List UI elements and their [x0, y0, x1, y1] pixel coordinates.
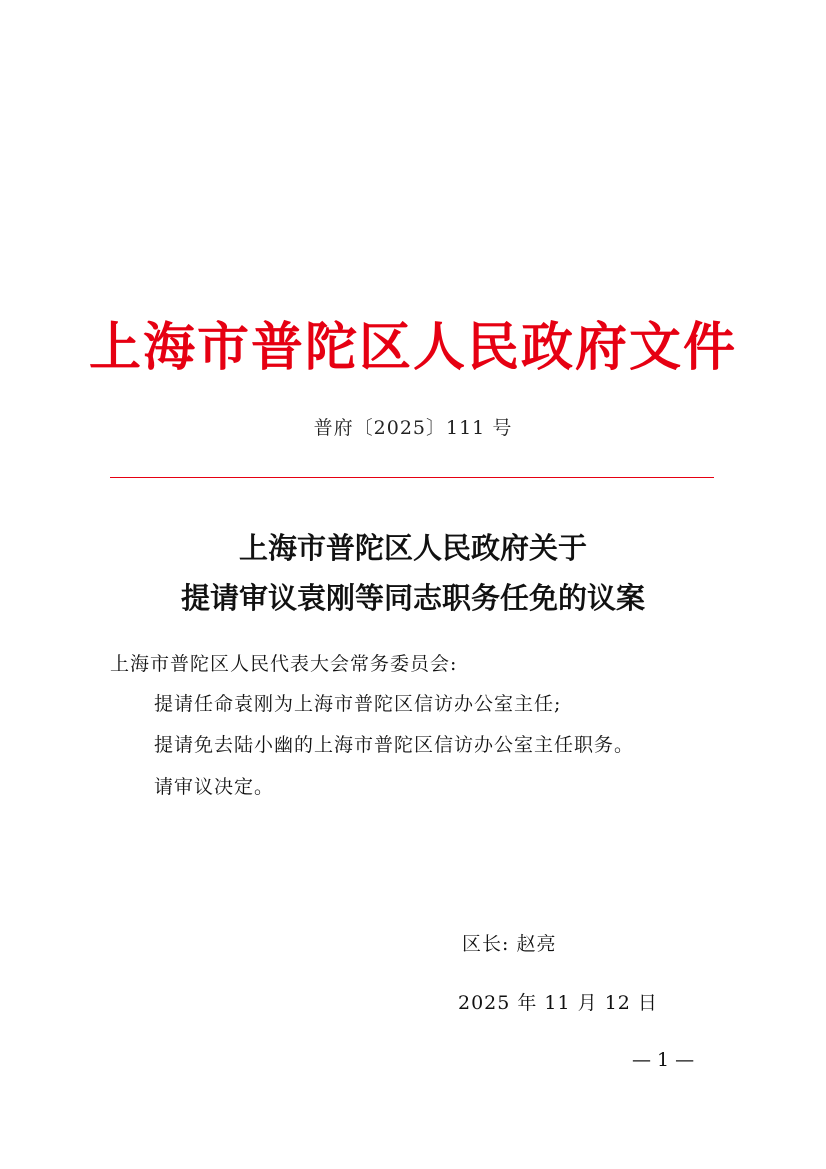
body-paragraph-1: 提请任命袁刚为上海市普陀区信访办公室主任; [154, 693, 562, 715]
issue-date: 2025 年 11 月 12 日 [458, 992, 658, 1014]
salutation: 上海市普陀区人民代表大会常务委员会: [110, 653, 458, 675]
signer-line: 区长: 赵亮 [462, 933, 557, 955]
document-title-line-1: 上海市普陀区人民政府关于 [238, 531, 587, 565]
body-paragraph-2: 提请免去陆小幽的上海市普陀区信访办公室主任职务。 [154, 734, 635, 756]
body-paragraph-3: 请审议决定。 [154, 776, 275, 798]
document-title-line-2: 提请审议袁刚等同志职务任免的议案 [180, 581, 645, 615]
document-issuer-header: 上海市普陀区人民政府文件 [88, 317, 737, 378]
header-divider-line [110, 477, 714, 478]
document-number: 普府〔2025〕111 号 [313, 417, 513, 439]
page-number: — 1 — [632, 1049, 695, 1071]
